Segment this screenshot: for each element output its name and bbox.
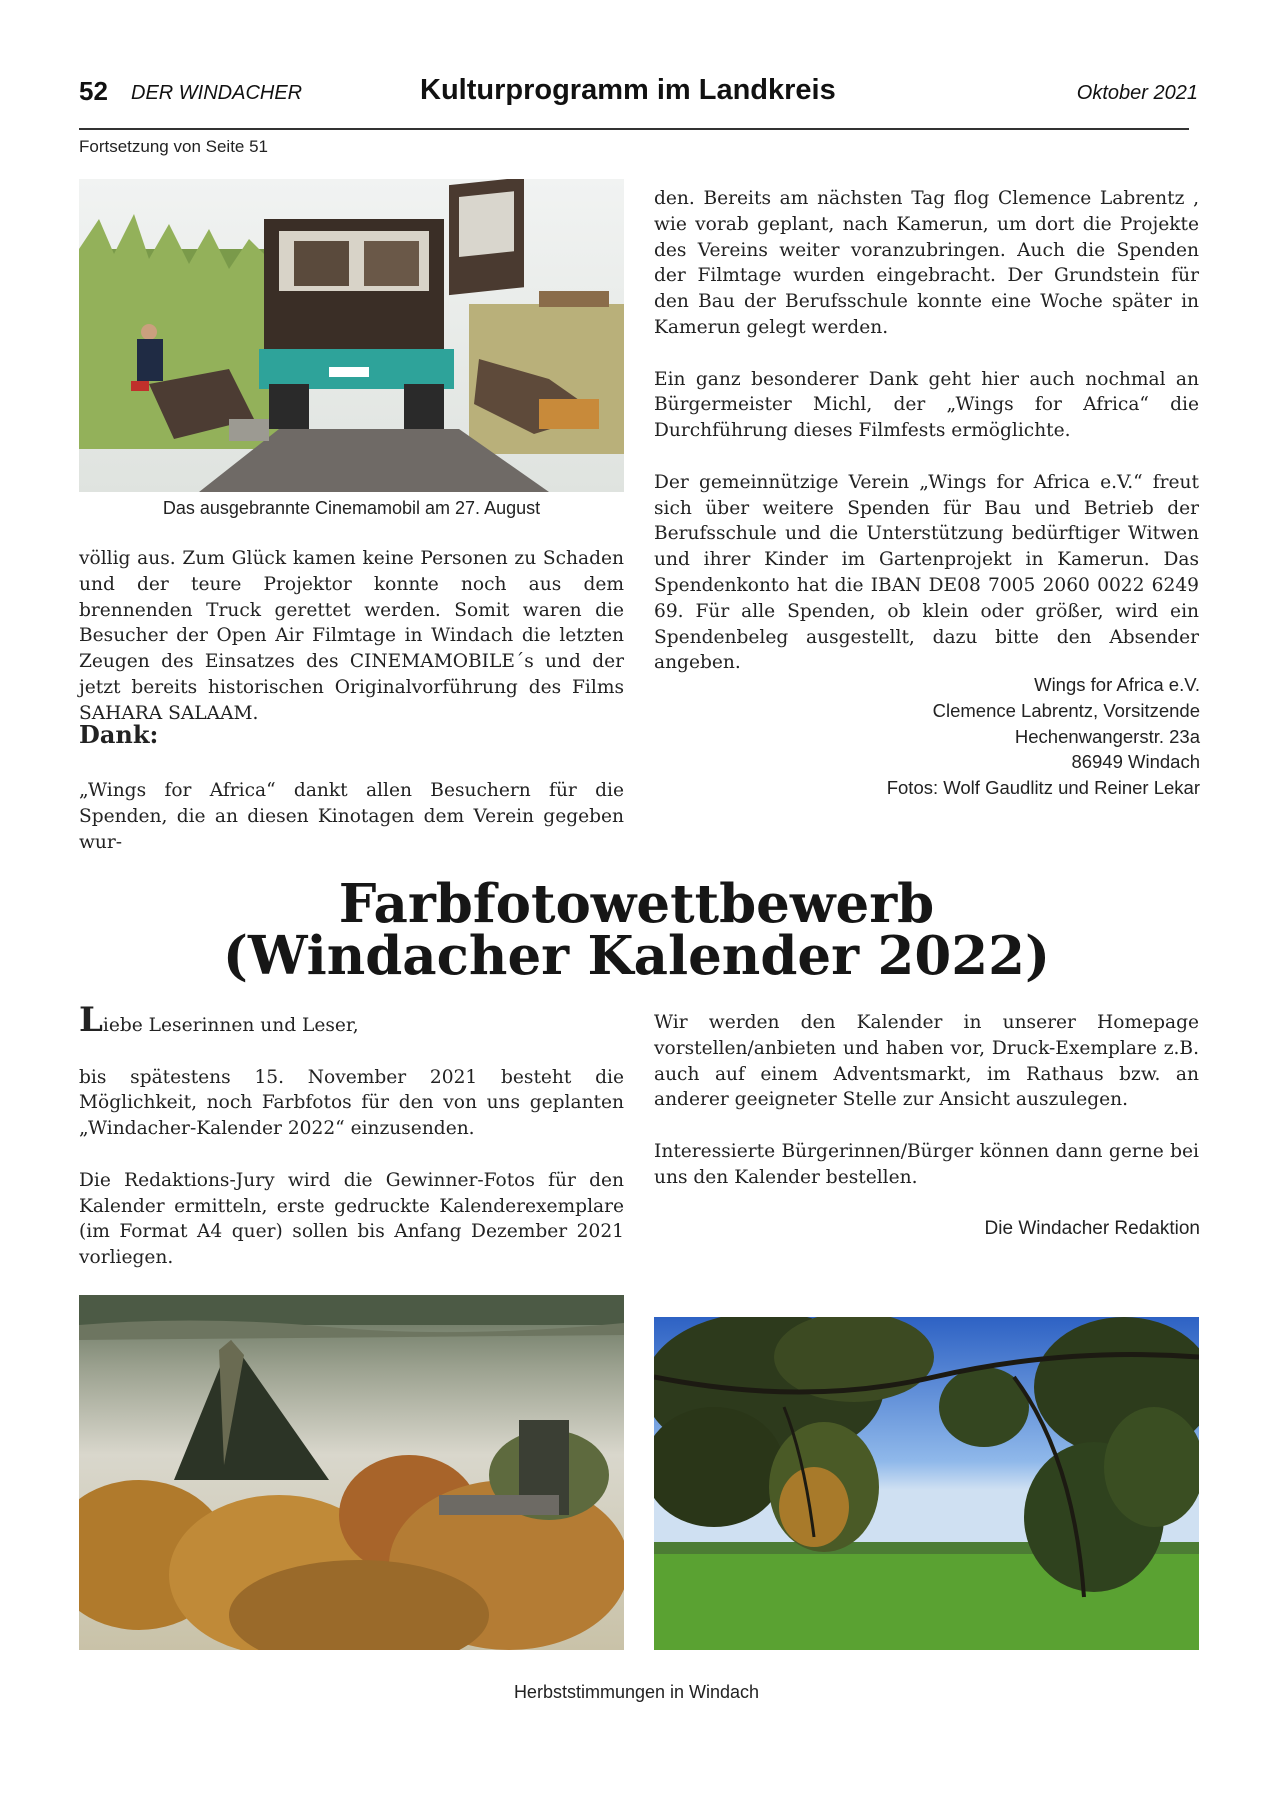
title-line-2: (Windacher Kalender 2022) xyxy=(222,925,1051,987)
section-title: Kulturprogramm im Landkreis xyxy=(420,74,836,106)
burned-truck-photo xyxy=(79,179,624,492)
autumn-church-photo xyxy=(79,1295,624,1650)
magazine-name: DER WINDACHER xyxy=(131,82,303,104)
article-2-left-column xyxy=(79,1000,624,1271)
redaktion-signature: Die Windacher Redaktion xyxy=(984,1218,1200,1239)
signature-org: Wings for Africa e.V. xyxy=(1034,674,1200,695)
dank-column xyxy=(79,778,624,855)
page-number: 52 xyxy=(79,76,108,106)
dank-text: „Wings for Africa“ dankt allen Besuchern für die Spenden, die an diesen Kinotagen dem Verein gegeben wur- xyxy=(79,780,624,853)
greeting xyxy=(79,1000,624,1040)
article-2-right-paragraph-2: Interessierte Bürgerinnen/Bürger können dann gerne bei uns den Kalender bestellen. xyxy=(654,1140,1199,1188)
continuation-note: Fortsetzung von Seite 51 xyxy=(79,137,269,156)
article-2-right-column xyxy=(654,1010,1199,1191)
article-right-column xyxy=(654,186,1199,676)
greeting-initial: L xyxy=(79,1000,103,1040)
oak-leaves-photo xyxy=(654,1317,1199,1650)
article-2-title xyxy=(0,873,1273,987)
signature-person: Clemence Labrentz, Vorsitzende xyxy=(932,699,1200,721)
article-2-right-paragraph-1: Wir werden den Kalender in unserer Homepage vorstellen/anbieten und haben vor, Druck-Exemplare z.B. auch auf einem Adventsmarkt, im Rathaus bzw. an anderer geeigneter Stelle zur Ansicht auszulegen. xyxy=(654,1012,1199,1111)
dank-heading: Dank: xyxy=(79,720,159,749)
article-signature xyxy=(887,672,1200,801)
truck-photo-caption: Das ausgebrannte Cinemamobil am 27. August xyxy=(162,498,541,518)
article-right-paragraph-1: den. Bereits am nächsten Tag flog Clemence Labrentz , wie vorab geplant, nach Kamerun, um dort die Projekte des Vereins weiter voranzubringen. Auch die Spenden der Filmtage wurden eingebracht. Der Grundstein für den Bau der Berufsschule konnte eine Woche später in Kamerun gelegt werden. xyxy=(654,188,1199,338)
article-right-paragraph-3: Der gemeinnützige Verein „Wings for Africa e.V.“ freut sich über weitere Spenden für Bau und Betrieb der Berufsschule und die Unterstützung bedürftiger Witwen und ihrer Kinder im Gartenprojekt in Kamerun. Das Spendenkonto hat die IBAN DE08 7005 2060 0022 6249 69. Für alle Spenden, ob klein oder größer, wird ein Spendenbeleg ausgestellt, dazu bitte den Absender angeben. xyxy=(654,471,1199,674)
header-rule xyxy=(79,128,1189,130)
article-left-column xyxy=(79,546,624,727)
article-right-paragraph-2: Ein ganz besonderer Dank geht hier auch nochmal an Bürgermeister Michl, der „Wings for Africa“ die Durchführung dieses Filmfests ermöglichte. xyxy=(654,368,1199,442)
article-2-left-paragraph-1: bis spätestens 15. November 2021 besteht die Möglichkeit, noch Farbfotos für den von uns geplanten „Windacher-Kalender 2022“ einzusenden. xyxy=(79,1066,624,1140)
title-line-1: Farbfotowettbewerb xyxy=(338,873,935,935)
signature-city: 86949 Windach xyxy=(1071,751,1200,773)
article-left-text: völlig aus. Zum Glück kamen keine Personen zu Schaden und der teure Projektor konnte noch aus dem brennenden Truck gerettet werden. Somit waren die Besucher der Open Air Filmtage in Windach die letzten Zeugen des Einsatzes des CINEMAMOBILE´s und der jetzt bereits historischen Originalvorführung des Films SAHARA SALAAM. xyxy=(79,548,624,724)
issue-date: Oktober 2021 xyxy=(1076,82,1198,104)
article-2-left-paragraph-2: Die Redaktions-Jury wird die Gewinner-Fotos für den Kalender ermitteln, erste gedruckte Kalenderexemplare (im Format A4 quer) sollen bis Anfang Dezember 2021 vorliegen. xyxy=(79,1169,624,1269)
greeting-rest: iebe Leserinnen und Leser, xyxy=(102,1015,359,1036)
signature-street: Hechenwangerstr. 23a xyxy=(1014,725,1200,747)
bottom-photo-caption: Herbststimmungen in Windach xyxy=(513,1682,760,1702)
photo-credits: Fotos: Wolf Gaudlitz und Reiner Lekar xyxy=(886,777,1200,799)
